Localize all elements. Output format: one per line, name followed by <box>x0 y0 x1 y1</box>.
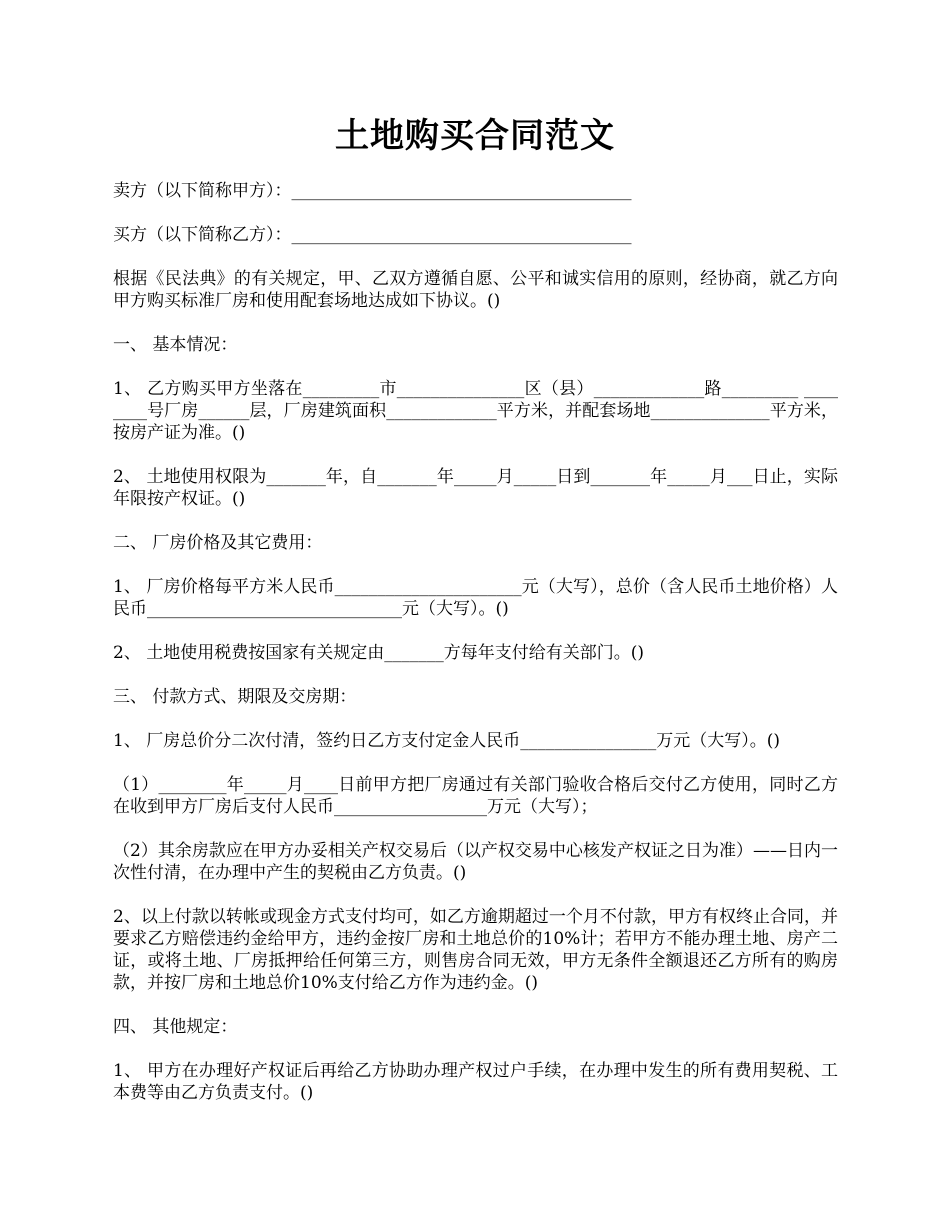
document-title: 土地购买合同范文 <box>335 116 615 156</box>
section-heading-basic: 一、 基本情况： <box>113 335 238 355</box>
clause-3-1-sub-1: （1）________年_____月____日前甲方把厂房通过有关部门验收合格后交付乙方使用，同时乙方在收到甲方厂房后支付人民币__________________万元（大写）； <box>113 775 838 817</box>
document-body <box>113 180 838 1126</box>
clause-3-2: 2、以上付款以转帐或现金方式支付均可，如乙方逾期超过一个月不付款，甲方有权终止合同，并要求乙方赔偿违约金给甲方，违约金按厂房和土地总价的10%计；若甲方不能办理土地、房产二证，或将土地、厂房抵押给任何第三方，则售房合同无效，甲方无条件全额退还乙方所有的购房款，并按厂房和土地总价10%支付给乙方作为违约金。() <box>113 907 838 993</box>
clause-3-1: 1、 厂房总价分二次付清，签约日乙方支付定金人民币________________万元（大写）。() <box>113 731 780 751</box>
clause-1-2: 2、 土地使用权限为_______年，自_______年_____月_____日到_______年_____月___日止，实际年限按产权证。() <box>113 467 838 509</box>
section-heading-other: 四、 其他规定： <box>113 1017 238 1037</box>
section-heading-payment: 三、 付款方式、期限及交房期： <box>113 687 357 707</box>
clause-2-2: 2、 土地使用税费按国家有关规定由_______方每年支付给有关部门。() <box>113 643 644 663</box>
clause-1-1: 1、 乙方购买甲方坐落在_________市_______________区（县）_____________路_________ ________号厂房______层，厂房建筑面积_____________平方米，并配套场地______________平方米，按房产证为准。() <box>113 379 838 443</box>
clause-2-1: 1、 厂房价格每平方米人民币______________________元（大写），总价（含人民币土地价格）人民币______________________________元（大写）。() <box>113 577 838 619</box>
buyer-line: 买方（以下简称乙方）：________________________________________ <box>113 225 632 245</box>
preamble-paragraph: 根据《民法典》的有关规定，甲、乙双方遵循自愿、公平和诚实信用的原则，经协商，就乙方向甲方购买标准厂房和使用配套场地达成如下协议。() <box>113 269 838 311</box>
section-heading-price: 二、 厂房价格及其它费用： <box>113 533 323 553</box>
clause-4-1: 1、 甲方在办理好产权证后再给乙方协助办理产权过户手续，在办理中发生的所有费用契税、工本费等由乙方负责支付。() <box>113 1061 838 1103</box>
seller-line: 卖方（以下简称甲方）：________________________________________ <box>113 181 632 201</box>
clause-3-1-sub-2: （2）其余房款应在甲方办妥相关产权交易后（以产权交易中心核发产权证之日为准）——日内一次性付清，在办理中产生的契税由乙方负责。() <box>113 841 838 883</box>
